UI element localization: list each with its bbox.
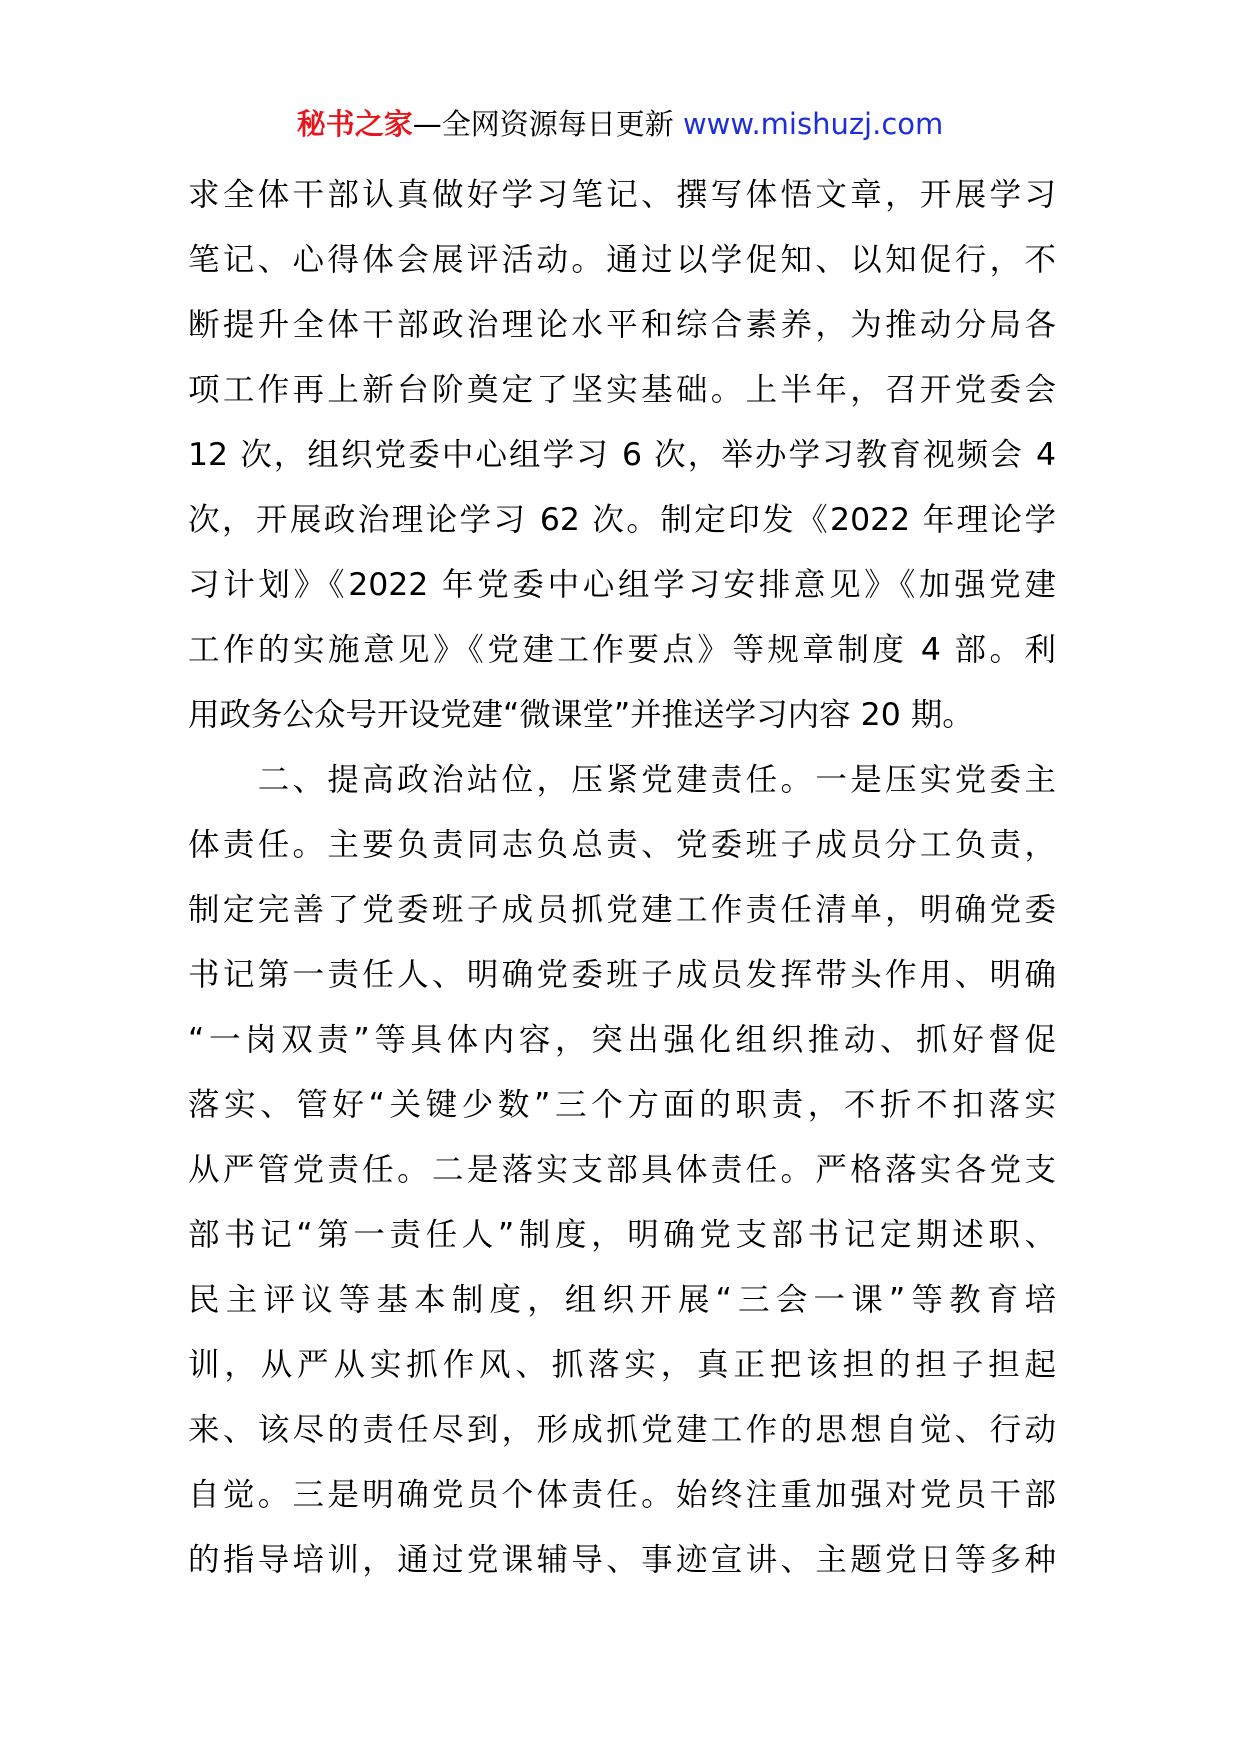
text-line: 习计划》《2022 年党委中心组学习安排意见》《加强党建: [188, 567, 1056, 603]
paragraph-1: [188, 163, 1056, 748]
text-line: 用政务公众号开设党建“微课堂”并推送学习内容 20 期。: [188, 697, 974, 733]
text-line: 体责任。主要负责同志负总责、党委班子成员分工负责，: [188, 827, 1056, 863]
text-line: 自觉。三是明确党员个体责任。始终注重加强对党员干部: [188, 1477, 1056, 1513]
text-line: 12 次，组织党委中心组学习 6 次，举办学习教育视频会 4: [188, 437, 1056, 473]
text-line: 笔记、心得体会展评活动。通过以学促知、以知促行，不: [188, 242, 1056, 278]
page-header: [0, 104, 1240, 144]
text-line: 落实、管好“关键少数”三个方面的职责，不折不扣落实: [188, 1087, 1056, 1123]
text-line: 制定完善了党委班子成员抓党建工作责任清单，明确党委: [188, 892, 1056, 928]
text-line: 训，从严从实抓作风、抓落实，真正把该担的担子担起: [188, 1347, 1056, 1383]
text-line: 项工作再上新台阶奠定了坚实基础。上半年，召开党委会: [188, 372, 1056, 408]
text-line: 二、提高政治站位，压紧党建责任。一是压实党委主: [188, 762, 1056, 798]
text-line: 次，开展政治理论学习 62 次。制定印发《2022 年理论学: [188, 502, 1056, 538]
site-url-link[interactable]: www.mishuzj.com: [682, 107, 944, 141]
site-tagline: —全网资源每日更新: [412, 107, 683, 141]
text-line: 的指导培训，通过党课辅导、事迹宣讲、主题党日等多种: [188, 1542, 1056, 1578]
text-line: “一岗双责”等具体内容，突出强化组织推动、抓好督促: [188, 1022, 1056, 1058]
document-body: [188, 163, 1056, 1593]
text-line: 求全体干部认真做好学习笔记、撰写体悟文章，开展学习: [188, 177, 1056, 213]
text-line: 断提升全体干部政治理论水平和综合素养，为推动分局各: [188, 307, 1056, 343]
text-line: 部书记“第一责任人”制度，明确党支部书记定期述职、: [188, 1217, 1056, 1253]
text-line: 民主评议等基本制度，组织开展“三会一课”等教育培: [188, 1282, 1056, 1318]
text-line: 来、该尽的责任尽到，形成抓党建工作的思想自觉、行动: [188, 1412, 1056, 1448]
site-brand: 秘书之家: [296, 107, 413, 141]
paragraph-2: [188, 748, 1056, 1593]
text-line: 从严管党责任。二是落实支部具体责任。严格落实各党支: [188, 1152, 1056, 1188]
text-line: 书记第一责任人、明确党委班子成员发挥带头作用、明确: [188, 957, 1056, 993]
text-line: 工作的实施意见》《党建工作要点》等规章制度 4 部。利: [188, 632, 1056, 668]
